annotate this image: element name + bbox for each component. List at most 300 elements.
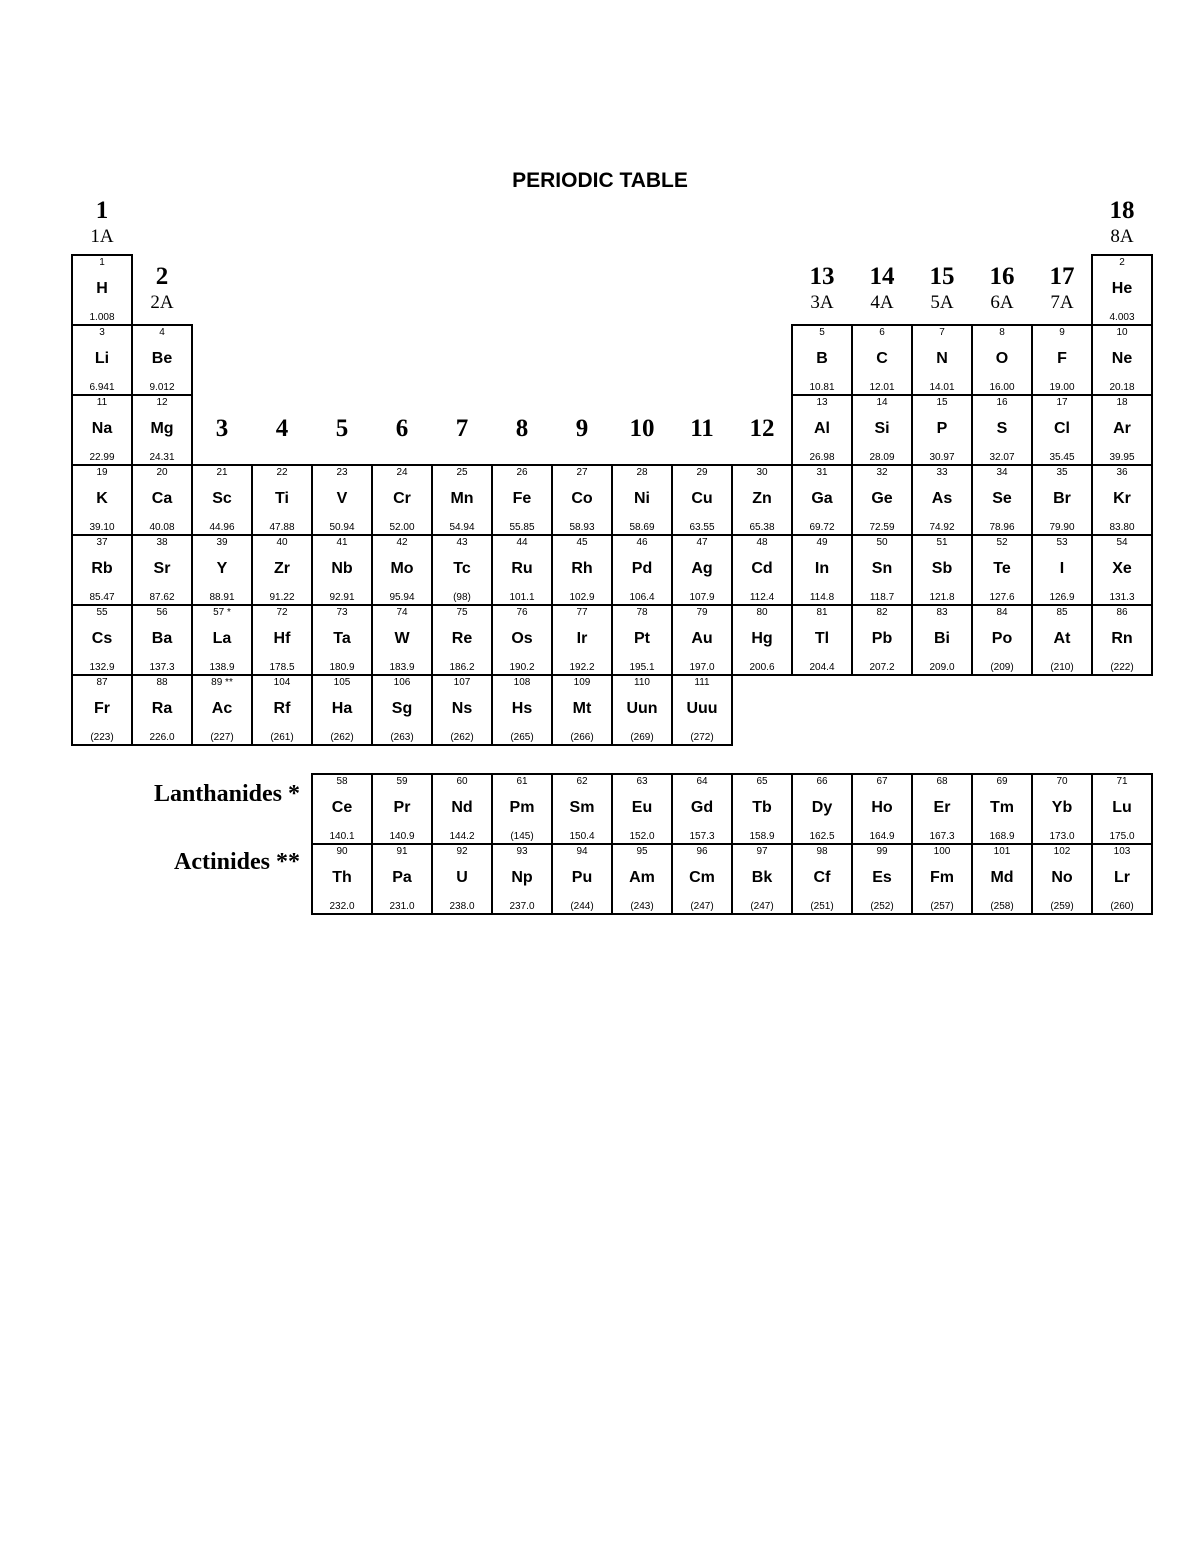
element-cell-zn [731,464,793,536]
element-symbol: Ho [871,799,893,816]
atomic-number: 16 [996,397,1008,408]
atomic-number: 85 [1056,607,1068,618]
atomic-number: 41 [336,537,348,548]
group-number: 1 [95,197,109,224]
element-symbol: Rf [273,700,291,717]
element-cell-rn [1091,604,1153,676]
element-symbol: No [1051,869,1073,886]
atomic-number: 43 [456,537,468,548]
atomic-number: 37 [96,537,108,548]
element-cell-mg [131,394,193,466]
group-number: 8 [515,415,529,442]
element-cell-ha [311,674,373,746]
element-symbol: Nd [451,799,473,816]
element-symbol: Lu [1112,799,1132,816]
atomic-number: 100 [933,846,951,857]
atomic-number: 101 [993,846,1011,857]
element-cell-bi [911,604,973,676]
atomic-mass: 183.9 [389,662,415,673]
atomic-number: 6 [879,327,885,338]
element-cell-be [131,324,193,396]
element-cell-pt [611,604,673,676]
atomic-mass: 167.3 [929,831,955,842]
atomic-number: 46 [636,537,648,548]
element-cell-v [311,464,373,536]
atomic-number: 70 [1056,776,1068,787]
element-symbol: Pm [509,799,535,816]
element-symbol: W [394,630,410,647]
element-cell-am [611,843,673,915]
atomic-number: 21 [216,467,228,478]
atomic-number: 45 [576,537,588,548]
atomic-mass: 127.6 [989,592,1015,603]
element-cell-fm [911,843,973,915]
atomic-number: 10 [1116,327,1128,338]
element-cell-lu [1091,773,1153,845]
element-cell-s [971,394,1033,466]
element-cell-rh [551,534,613,606]
element-symbol: Tb [752,799,772,816]
element-symbol: Kr [1113,490,1131,507]
actinides-label: Actinides ** [174,849,300,875]
atomic-number: 57 * [213,607,231,618]
element-symbol: Ir [576,630,588,647]
element-cell-er [911,773,973,845]
element-symbol: Er [933,799,951,816]
element-cell-in [791,534,853,606]
element-symbol: He [1111,280,1133,297]
atomic-number: 28 [636,467,648,478]
atomic-number: 74 [396,607,408,618]
element-symbol: Mt [572,700,592,717]
group-number: 12 [749,415,775,442]
atomic-mass: 16.00 [989,382,1015,393]
element-symbol: Al [814,420,830,437]
element-symbol: As [931,490,953,507]
element-cell-ns [431,674,493,746]
element-symbol: Lr [1114,869,1130,886]
atomic-number: 75 [456,607,468,618]
element-cell-cf [791,843,853,915]
atomic-number: 25 [456,467,468,478]
element-cell-cu [671,464,733,536]
atomic-number: 4 [159,327,165,338]
element-cell-tm [971,773,1033,845]
element-cell-ac [191,674,253,746]
atomic-number: 31 [816,467,828,478]
element-symbol: Cd [751,560,773,577]
atomic-number: 48 [756,537,768,548]
element-symbol: Tl [814,630,830,647]
atomic-mass: 152.0 [629,831,655,842]
group-number: 9 [575,415,589,442]
element-cell-re [431,604,493,676]
element-cell-zr [251,534,313,606]
atomic-mass: 164.9 [869,831,895,842]
group-cas-label: 3A [810,292,834,313]
element-symbol: Mg [150,420,174,437]
atomic-number: 38 [156,537,168,548]
element-symbol: Sn [871,560,893,577]
element-symbol: La [212,630,232,647]
atomic-number: 44 [516,537,528,548]
atomic-mass: 1.008 [89,312,115,323]
element-cell-br [1031,464,1093,536]
element-symbol: Uun [626,700,658,717]
atomic-mass: (262) [330,732,354,743]
group-label-10 [612,415,672,443]
element-cell-as [911,464,973,536]
atomic-number: 54 [1116,537,1128,548]
group-cas-label: 6A [990,292,1014,313]
atomic-mass: 91.22 [269,592,295,603]
element-symbol: Th [332,869,352,886]
atomic-mass: 78.96 [989,522,1015,533]
element-cell-ru [491,534,553,606]
element-symbol: Sc [212,490,232,507]
element-cell-p [911,394,973,466]
element-symbol: Am [629,869,655,886]
atomic-number: 78 [636,607,648,618]
atomic-number: 49 [816,537,828,548]
atomic-number: 2 [1119,257,1125,268]
element-cell-ca [131,464,193,536]
atomic-mass: 83.80 [1109,522,1135,533]
atomic-number: 82 [876,607,888,618]
atomic-mass: 207.2 [869,662,895,673]
atomic-number: 76 [516,607,528,618]
element-symbol: F [1057,350,1067,367]
element-cell-dy [791,773,853,845]
atomic-mass: (261) [270,732,294,743]
atomic-number: 95 [636,846,648,857]
element-symbol: Br [1053,490,1071,507]
element-cell-na [71,394,133,466]
element-cell-n [911,324,973,396]
element-symbol: Hs [511,700,533,717]
element-symbol: Ta [333,630,351,647]
group-label-12 [732,415,792,443]
atomic-number: 91 [396,846,408,857]
group-label-3 [192,415,252,443]
element-symbol: Ca [151,490,173,507]
atomic-mass: (251) [810,901,834,912]
atomic-mass: 107.9 [689,592,715,603]
element-symbol: N [936,350,948,367]
element-symbol: Rh [571,560,593,577]
element-symbol: Ge [871,490,893,507]
atomic-number: 15 [936,397,948,408]
element-cell-sg [371,674,433,746]
element-cell-k [71,464,133,536]
element-cell-cs [71,604,133,676]
atomic-mass: 121.8 [929,592,955,603]
group-label-13 [792,263,852,315]
atomic-mass: 158.9 [749,831,775,842]
element-cell-rf [251,674,313,746]
element-symbol: Os [511,630,533,647]
element-symbol: Co [571,490,593,507]
element-cell-pr [371,773,433,845]
element-cell-o [971,324,1033,396]
element-cell-cm [671,843,733,915]
atomic-mass: 35.45 [1049,452,1075,463]
element-symbol: Ru [511,560,533,577]
element-cell-np [491,843,553,915]
element-symbol: Eu [631,799,653,816]
group-number: 17 [1049,263,1075,290]
element-symbol: Cs [91,630,113,647]
element-cell-cr [371,464,433,536]
atomic-number: 80 [756,607,768,618]
atomic-mass: (258) [990,901,1014,912]
element-symbol: Ar [1113,420,1131,437]
element-symbol: Cm [689,869,715,886]
element-symbol: C [876,350,888,367]
group-label-7 [432,415,492,443]
atomic-mass: 132.9 [89,662,115,673]
element-cell-no [1031,843,1093,915]
element-symbol: Te [993,560,1011,577]
element-symbol: Zr [274,560,290,577]
atomic-mass: 175.0 [1109,831,1135,842]
atomic-mass: 168.9 [989,831,1015,842]
atomic-mass: 85.47 [89,592,115,603]
element-cell-pb [851,604,913,676]
atomic-number: 103 [1113,846,1131,857]
element-cell-sm [551,773,613,845]
atomic-number: 33 [936,467,948,478]
atomic-number: 53 [1056,537,1068,548]
element-symbol: Y [216,560,228,577]
element-symbol: Es [872,869,892,886]
atomic-mass: 28.09 [869,452,895,463]
atomic-number: 40 [276,537,288,548]
element-symbol: Pu [571,869,593,886]
element-cell-os [491,604,553,676]
atomic-mass: 138.9 [209,662,235,673]
element-cell-gd [671,773,733,845]
element-cell-i [1031,534,1093,606]
group-label-17 [1032,263,1092,315]
element-symbol: Re [451,630,473,647]
atomic-mass: 118.7 [869,592,895,603]
element-symbol: Ha [331,700,353,717]
atomic-mass: 10.81 [809,382,835,393]
atomic-mass: 30.97 [929,452,955,463]
atomic-mass: 39.95 [1109,452,1135,463]
atomic-mass: 180.9 [329,662,355,673]
atomic-number: 59 [396,776,408,787]
atomic-mass: 58.93 [569,522,595,533]
atomic-mass: 50.94 [329,522,355,533]
element-cell-mn [431,464,493,536]
atomic-mass: 190.2 [509,662,535,673]
element-cell-sr [131,534,193,606]
element-symbol: Pd [631,560,653,577]
atomic-number: 11 [96,397,108,408]
atomic-number: 34 [996,467,1008,478]
element-symbol: Se [992,490,1012,507]
atomic-number: 90 [336,846,348,857]
atomic-number: 30 [756,467,768,478]
atomic-number: 63 [636,776,648,787]
atomic-mass: 88.91 [209,592,235,603]
atomic-mass: (252) [870,901,894,912]
atomic-mass: 140.1 [329,831,355,842]
element-cell-cl [1031,394,1093,466]
group-number: 11 [690,415,714,442]
element-symbol: Ti [275,490,289,507]
atomic-mass: 237.0 [509,901,535,912]
atomic-mass: 131.3 [1109,592,1135,603]
atomic-number: 97 [756,846,768,857]
element-symbol: Ni [634,490,650,507]
atomic-mass: 209.0 [929,662,955,673]
atomic-number: 67 [876,776,888,787]
group-number: 15 [929,263,955,290]
atomic-mass: 14.01 [929,382,955,393]
element-cell-y [191,534,253,606]
atomic-mass: (222) [1110,662,1134,673]
element-cell-ce [311,773,373,845]
atomic-mass: (98) [453,592,471,603]
element-symbol: Sm [569,799,595,816]
element-cell-fe [491,464,553,536]
atomic-mass: 69.72 [809,522,835,533]
element-symbol: V [336,490,348,507]
element-cell-hg [731,604,793,676]
element-symbol: Cr [393,490,411,507]
atomic-mass: 173.0 [1049,831,1075,842]
element-cell-w [371,604,433,676]
element-cell-yb [1031,773,1093,845]
atomic-mass: 226.0 [149,732,175,743]
atomic-number: 111 [694,677,710,688]
element-symbol: Nb [331,560,353,577]
element-symbol: Li [94,350,110,367]
atomic-mass: (260) [1110,901,1134,912]
atomic-number: 12 [156,397,168,408]
atomic-number: 39 [216,537,228,548]
atomic-mass: 112.4 [749,592,775,603]
atomic-number: 27 [576,467,588,478]
atomic-mass: 200.6 [749,662,775,673]
group-number: 13 [809,263,835,290]
element-cell-la [191,604,253,676]
element-symbol: Hg [751,630,773,647]
element-cell-li [71,324,133,396]
atomic-mass: (247) [690,901,714,912]
element-cell-tc [431,534,493,606]
atomic-mass: 44.96 [209,522,235,533]
atomic-mass: (257) [930,901,954,912]
element-symbol: Si [874,420,890,437]
atomic-mass: 231.0 [389,901,415,912]
element-cell-he [1091,254,1153,326]
element-symbol: Rb [91,560,113,577]
atomic-number: 55 [96,607,108,618]
atomic-mass: (265) [510,732,534,743]
atomic-mass: 95.94 [389,592,415,603]
atomic-mass: (272) [690,732,714,743]
atomic-number: 56 [156,607,168,618]
atomic-number: 18 [1116,397,1128,408]
atomic-number: 5 [819,327,825,338]
atomic-number: 68 [936,776,948,787]
atomic-number: 72 [276,607,288,618]
element-symbol: Au [691,630,713,647]
atomic-number: 26 [516,467,528,478]
atomic-mass: 74.92 [929,522,955,533]
element-cell-pd [611,534,673,606]
element-cell-te [971,534,1033,606]
atomic-mass: 26.98 [809,452,835,463]
atomic-number: 73 [336,607,348,618]
atomic-mass: 20.18 [1109,382,1135,393]
atomic-number: 102 [1053,846,1071,857]
element-symbol: K [96,490,108,507]
group-label-5 [312,415,372,443]
group-cas-label: 2A [150,292,174,313]
element-symbol: Uuu [686,700,718,717]
element-cell-cd [731,534,793,606]
atomic-number: 88 [156,677,168,688]
element-cell-ge [851,464,913,536]
group-number: 4 [275,415,289,442]
element-cell-sc [191,464,253,536]
group-number: 7 [455,415,469,442]
group-label-6 [372,415,432,443]
atomic-number: 32 [876,467,888,478]
atomic-mass: 178.5 [269,662,295,673]
element-symbol: Sb [931,560,953,577]
atomic-mass: (209) [990,662,1014,673]
element-cell-al [791,394,853,466]
group-label-9 [552,415,612,443]
atomic-number: 98 [816,846,828,857]
atomic-number: 52 [996,537,1008,548]
element-cell-f [1031,324,1093,396]
atomic-number: 105 [333,677,351,688]
element-cell-ir [551,604,613,676]
atomic-number: 66 [816,776,828,787]
element-symbol: U [456,869,468,886]
element-symbol: Ns [451,700,473,717]
atomic-number: 107 [453,677,471,688]
atomic-mass: (243) [630,901,654,912]
atomic-mass: 106.4 [629,592,655,603]
atomic-number: 42 [396,537,408,548]
element-symbol: Mo [390,560,414,577]
element-symbol: Tc [453,560,471,577]
atomic-mass: 24.31 [149,452,175,463]
group-cas-label: 8A [1110,226,1134,247]
atomic-mass: (269) [630,732,654,743]
atomic-mass: 157.3 [689,831,715,842]
atomic-number: 86 [1116,607,1128,618]
element-symbol: Po [991,630,1013,647]
element-symbol: S [996,420,1008,437]
atomic-number: 109 [573,677,591,688]
element-symbol: B [816,350,828,367]
group-number: 14 [869,263,895,290]
element-symbol: O [995,350,1009,367]
element-cell-ba [131,604,193,676]
atomic-mass: 72.59 [869,522,895,533]
atomic-number: 106 [393,677,411,688]
element-cell-th [311,843,373,915]
